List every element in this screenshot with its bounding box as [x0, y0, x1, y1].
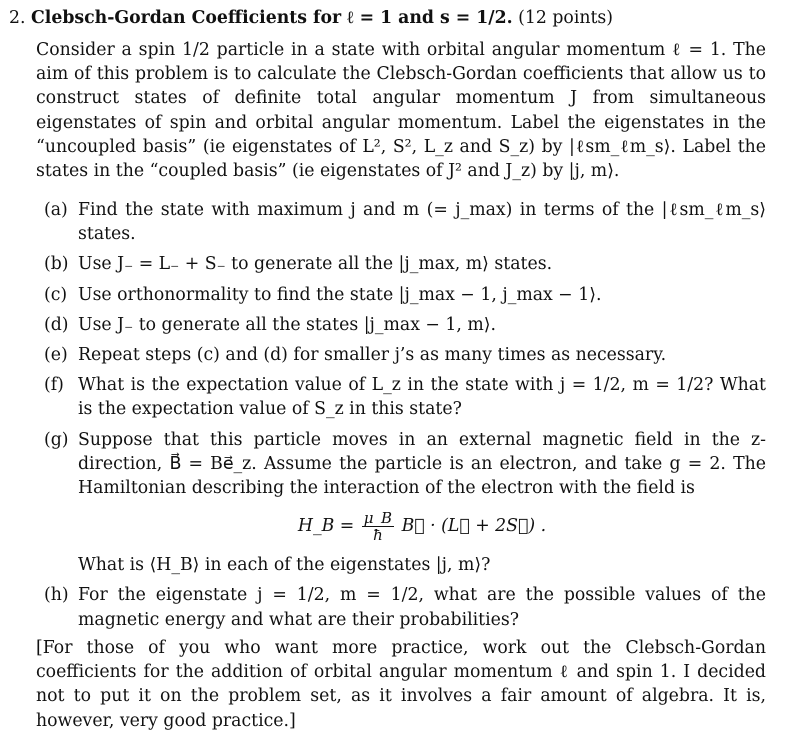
parts-list [44, 198, 766, 638]
part-text: What is the expectation value of L_z in the state with j = 1/2, m = 1/2? What is the expectation value of S_z in this state? [78, 375, 766, 420]
part-label: (f) [44, 375, 64, 396]
part-text: Suppose that this particle moves in an external magnetic field in the z-direction, B⃗ = Be⃗_z. Assume the particle is an electron, and take g = 2. The Hamiltonian describing the interaction of the electron with the field is [78, 429, 766, 499]
practice-note: [For those of you who want more practice, work out the Clebsch-Gordan coefficients for the addition of orbital angular momentum ℓ and spin 1. I decided not to put it on the problem set, as it involves a fair amount of algebra. It is, however, very good practice.] [36, 638, 766, 731]
part-body [78, 428, 766, 578]
part-label: (g) [44, 429, 69, 450]
part-f [44, 373, 766, 421]
fraction-numerator: μ_B [363, 509, 393, 528]
part-a [44, 198, 766, 246]
part-h [44, 583, 766, 631]
intro-paragraph: Consider a spin 1/2 particle in a state with orbital angular momentum ℓ = 1. The aim of this problem is to calculate the Clebsch-Gordan coefficients that allow us to construct states of definite total angular momentum J from simultaneous eigenstates of spin and orbital angular momentum. Label the eigenstates in the “uncoupled basis” (ie eigenstates of L², S², L_z and S_z) by |ℓsm_ℓm_s⟩. Label the states in the “coupled basis” (ie eigenstates of J² and J_z) by |j, m⟩. [36, 40, 766, 182]
equation-rhs: B⃗ · (L⃗ + 2S⃗) . [401, 516, 547, 537]
part-label: (e) [44, 345, 68, 366]
problem-points: (12 points) [518, 8, 614, 28]
problem-number: 2. [9, 8, 26, 28]
part-text: Find the state with maximum j and m (= j_max) in terms of the |ℓsm_ℓm_s⟩ states. [78, 200, 766, 245]
equation-lhs: H_B = [297, 516, 355, 537]
fraction-denominator: ħ [373, 526, 383, 545]
hamiltonian-equation [78, 510, 766, 543]
part-label: (a) [44, 200, 68, 220]
equation-fraction [362, 510, 394, 543]
part-text: Use J₋ = L₋ + S₋ to generate all the |j_max, m⟩ states. [78, 254, 553, 275]
part-label: (c) [44, 284, 68, 305]
part-label: (d) [44, 314, 69, 335]
part-text: For the eigenstate j = 1/2, m = 1/2, what are the possible values of the magnetic energy and what are their probabilities? [78, 585, 766, 630]
part-g [44, 428, 766, 578]
part-text: Use J₋ to generate all the states |j_max − 1, m⟩. [78, 314, 497, 335]
part-followup: What is ⟨H_B⟩ in each of the eigenstates |j, m⟩? [78, 555, 491, 576]
part-c [44, 283, 766, 307]
part-e [44, 343, 766, 367]
problem-heading [9, 6, 613, 30]
problem-title: Clebsch-Gordan Coefficients for ℓ = 1 and s = 1/2. [31, 8, 513, 28]
part-b [44, 252, 766, 276]
part-label: (b) [44, 254, 69, 275]
part-text: Use orthonormality to find the state |j_max − 1, j_max − 1⟩. [78, 284, 602, 305]
part-label: (h) [44, 585, 69, 606]
part-d [44, 313, 766, 337]
part-text: Repeat steps (c) and (d) for smaller j’s as many times as necessary. [78, 345, 667, 366]
